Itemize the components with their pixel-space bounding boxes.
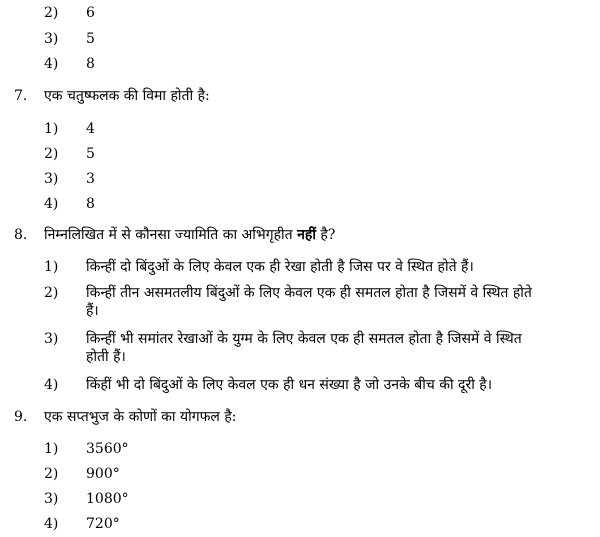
question-text — [44, 226, 335, 244]
question-text-part: निम्नलिखित में से कौनसा ज्यामिति का अभिगृहीत — [44, 227, 298, 243]
option-text: 8 — [86, 196, 95, 212]
question-text: एक चतुष्फलक की विमा होती है: — [44, 88, 210, 104]
option-text: 3 — [86, 171, 95, 187]
option-text: 5 — [86, 31, 95, 47]
option-text: किन्हीं भी समांतर रेखाओं के युग्म के लिए केवल एक ही समतल होता है जिसमें वे स्थित — [86, 331, 522, 347]
option-number: 1) — [44, 121, 59, 137]
question-number: 9. — [14, 409, 28, 425]
option-number: 2) — [44, 466, 59, 482]
question-emphasis: नहीं — [297, 227, 316, 243]
option-number: 2) — [44, 5, 59, 21]
question-number: 8. — [14, 227, 28, 243]
option-number: 3) — [44, 171, 59, 187]
option-number: 2) — [44, 146, 59, 162]
option-text: 5 — [86, 146, 95, 162]
option-text: 3560° — [86, 441, 129, 457]
question-text: एक सप्तभुज के कोणों का योगफल है: — [44, 409, 237, 425]
option-number: 4) — [44, 56, 59, 72]
option-number: 3) — [44, 31, 59, 47]
question-text-part: है? — [315, 227, 336, 243]
option-text: 720° — [86, 516, 120, 532]
option-text: किंहीं भी दो बिंदुओं के लिए केवल एक ही धन संख्या है जो उनके बीच की दूरी है। — [86, 377, 493, 393]
option-text: किन्हीं दो बिंदुओं के लिए केवल एक ही रेखा होती है जिस पर वे स्थित होते हैं। — [86, 259, 474, 275]
option-number: 3) — [44, 491, 59, 507]
option-text: 8 — [86, 56, 95, 72]
option-text: 900° — [86, 466, 120, 482]
option-number: 4) — [44, 516, 59, 532]
option-text-continued: हैं। — [86, 303, 99, 319]
option-number: 4) — [44, 377, 59, 393]
option-text: 6 — [86, 5, 95, 21]
option-number: 4) — [44, 196, 59, 212]
option-number: 1) — [44, 259, 59, 275]
option-text: किन्हीं तीन असमतलीय बिंदुओं के लिए केवल एक ही समतल होता है जिसमें वे स्थित होते — [86, 285, 532, 301]
option-number: 2) — [44, 285, 59, 301]
option-text: 4 — [86, 121, 95, 137]
option-number: 3) — [44, 331, 59, 347]
question-number: 7. — [14, 88, 28, 104]
option-text: 1080° — [86, 491, 129, 507]
option-number: 1) — [44, 441, 59, 457]
option-text-continued: होती हैं। — [86, 349, 126, 365]
